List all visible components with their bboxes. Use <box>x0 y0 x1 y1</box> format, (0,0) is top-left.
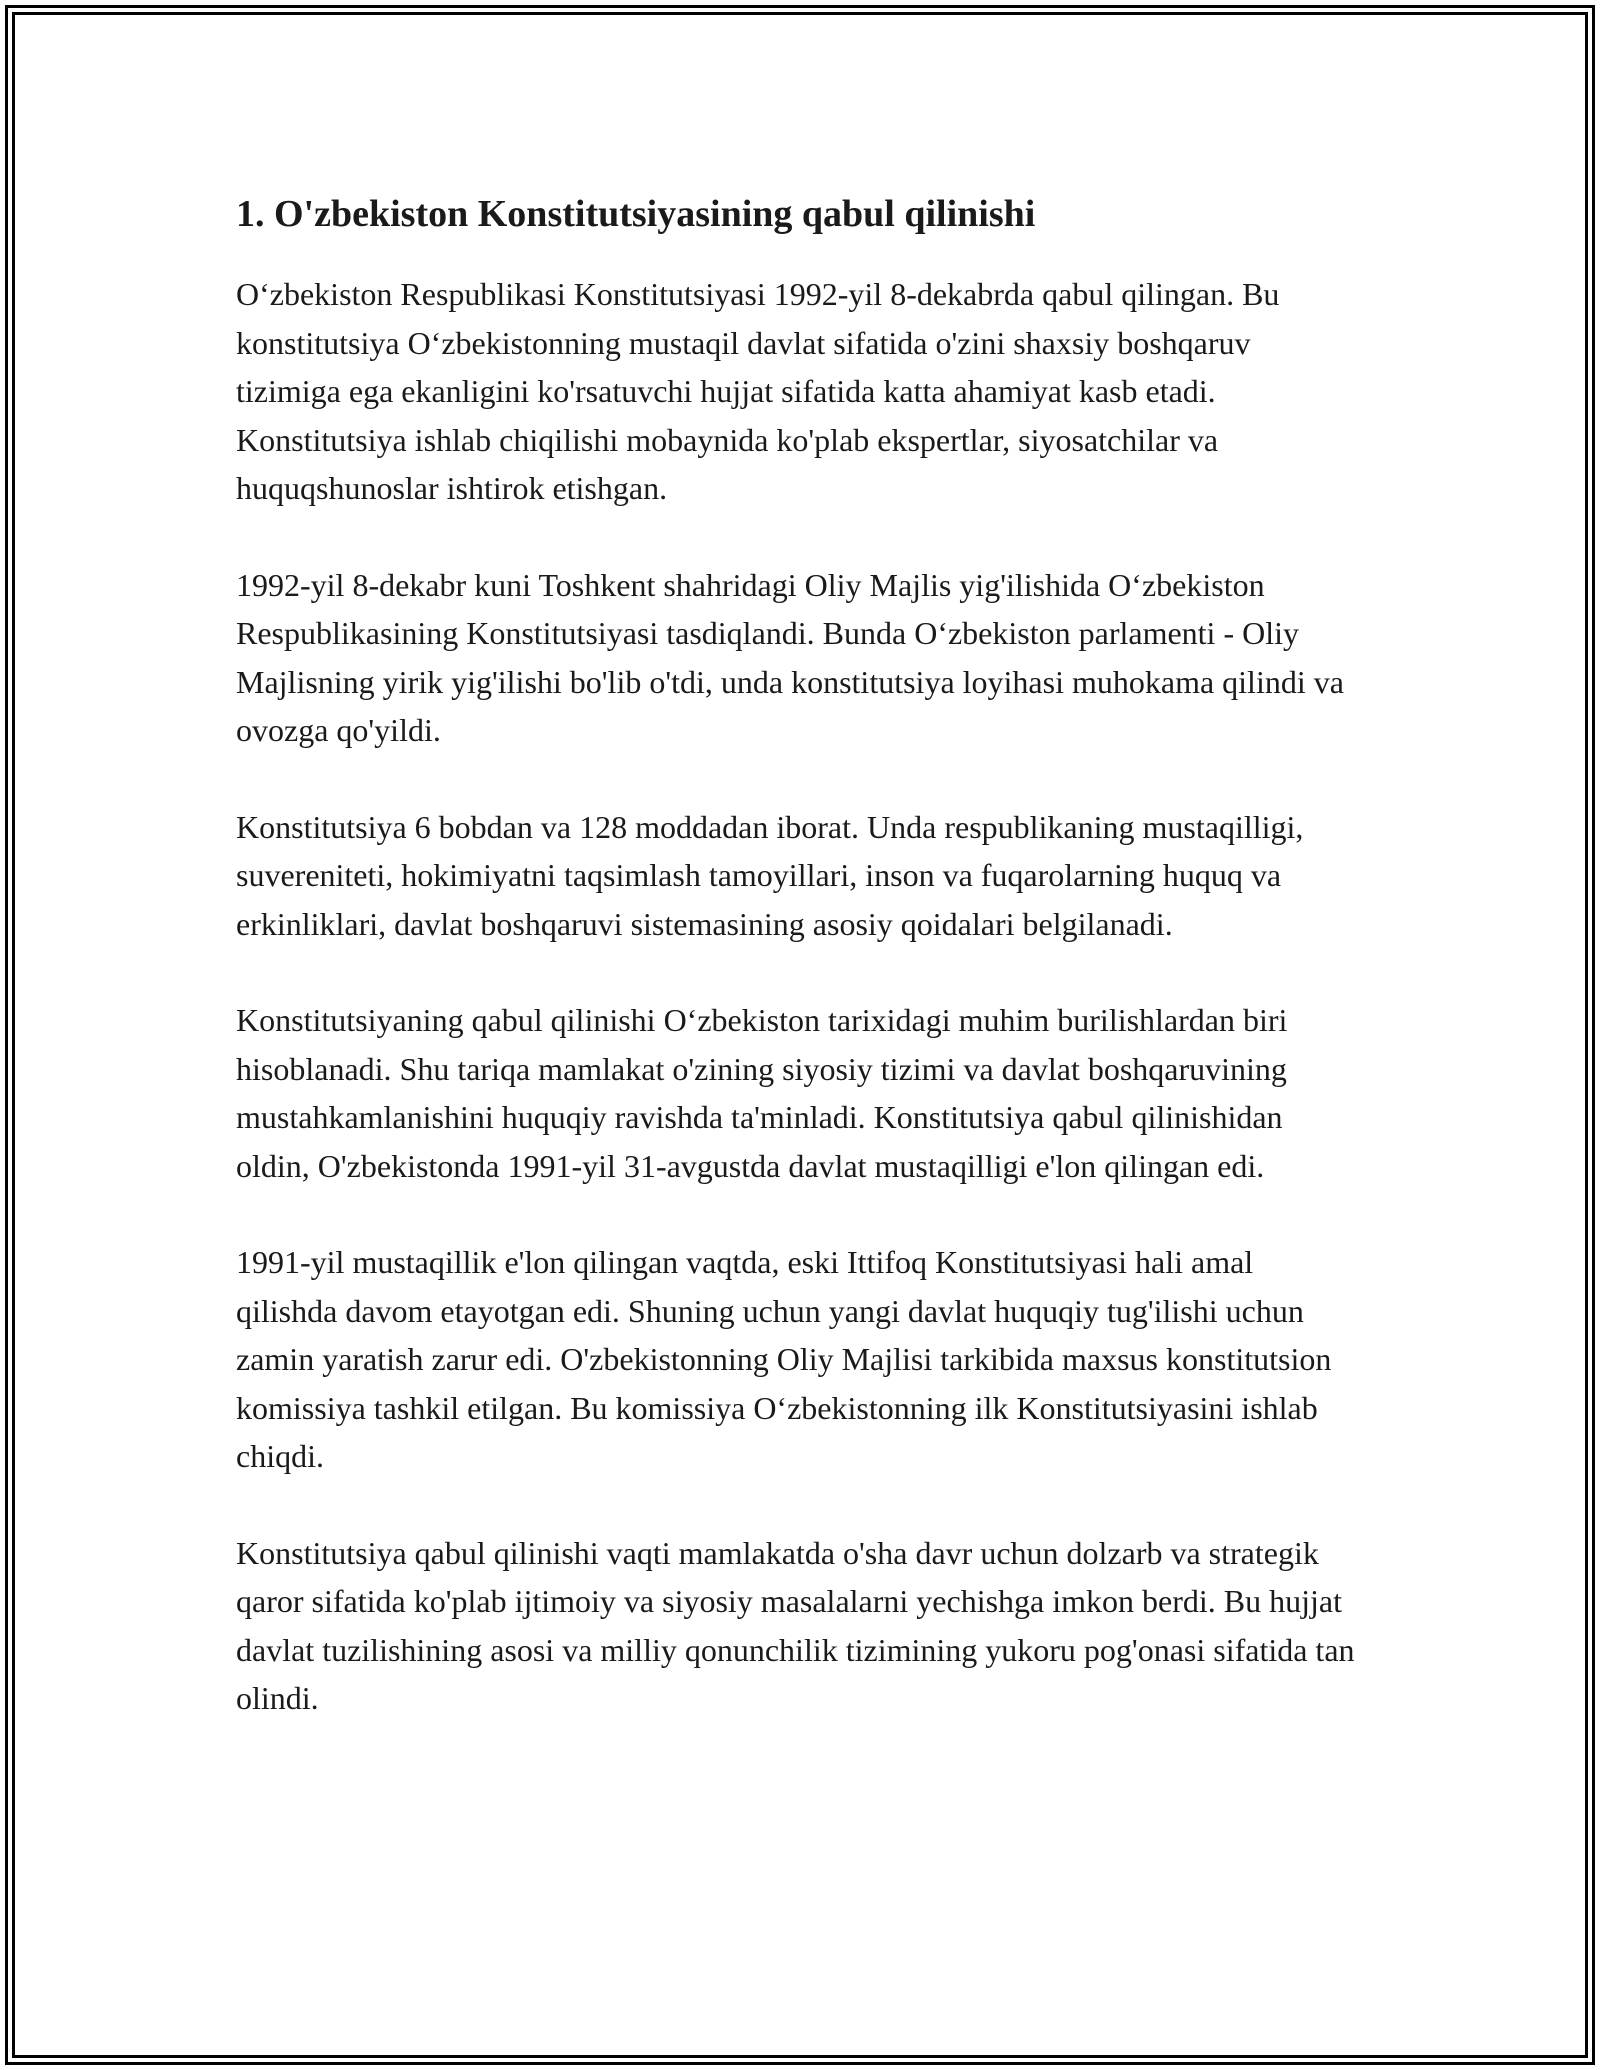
paragraph-5: 1991-yil mustaqillik e'lon qilingan vaqtda, eski Ittifoq Konstitutsiyasi hali amal qilishda davom etayotgan edi. Shuning uchun yangi davlat huquqiy tug'ilishi uchun zamin yaratish zarur edi. O'zbekistonning Oliy Majlisi tarkibida maxsus konstitutsion komissiya tashkil etilgan. Bu komissiya O‘zbekistonning ilk Konstitutsiyasini ishlab chiqdi. <box>236 1244 1332 1474</box>
paragraph-1: O‘zbekiston Respublikasi Konstitutsiyasi 1992-yil 8-dekabrda qabul qilingan. Bu konstitutsiya O‘zbekistonning mustaqil davlat sifatida o'zini shaxsiy boshqaruv tizimiga ega ekanligini ko'rsatuvchi hujjat sifatida katta ahamiyat kasb etadi. Konstitutsiya ishlab chiqilishi mobaynida ko'plab ekspertlar, siyosatchilar va huquqshunoslar ishtirok etishgan. <box>236 276 1280 506</box>
section-title: 1. O'zbekiston Konstitutsiyasining qabul qilinishi <box>236 193 1036 235</box>
paragraph-2: 1992-yil 8-dekabr kuni Toshkent shahridagi Oliy Majlis yig'ilishida O‘zbekiston Respublikasining Konstitutsiyasi tasdiqlandi. Bunda O‘zbekiston parlamenti - Oliy Majlisning yirik yig'ilishi bo'lib o'tdi, unda konstitutsiya loyihasi muhokama qilindi va ovozga qo'yildi. <box>236 566 1344 748</box>
paragraph-3: Konstitutsiya 6 bobdan va 128 moddadan iborat. Unda respublikaning mustaqilligi, suvereniteti, hokimiyatni taqsimlash tamoyillari, inson va fuqarolarning huquq va erkinliklari, davlat boshqaruvi sistemasining asosiy qoidalari belgilanadi. <box>236 808 1304 942</box>
document-body <box>236 188 1356 1771</box>
paragraph-4: Konstitutsiyaning qabul qilinishi O‘zbekiston tarixidagi muhim burilishlardan biri hisoblanadi. Shu tariqa mamlakat o'zining siyosiy tizimi va davlat boshqaruvining mustahkamlanishini huquqiy ravishda ta'minladi. Konstitutsiya qabul qilinishidan oldin, O'zbekistonda 1991-yil 31-avgustda davlat mustaqilligi e'lon qilingan edi. <box>236 1002 1288 1184</box>
paragraph-6: Konstitutsiya qabul qilinishi vaqti mamlakatda o'sha davr uchun dolzarb va strategik qaror sifatida ko'plab ijtimoiy va siyosiy masalalarni yechishga imkon berdi. Bu hujjat davlat tuzilishining asosi va milliy qonunchilik tizimining yukoru pog'onasi sifatida tan olindi. <box>236 1534 1355 1716</box>
